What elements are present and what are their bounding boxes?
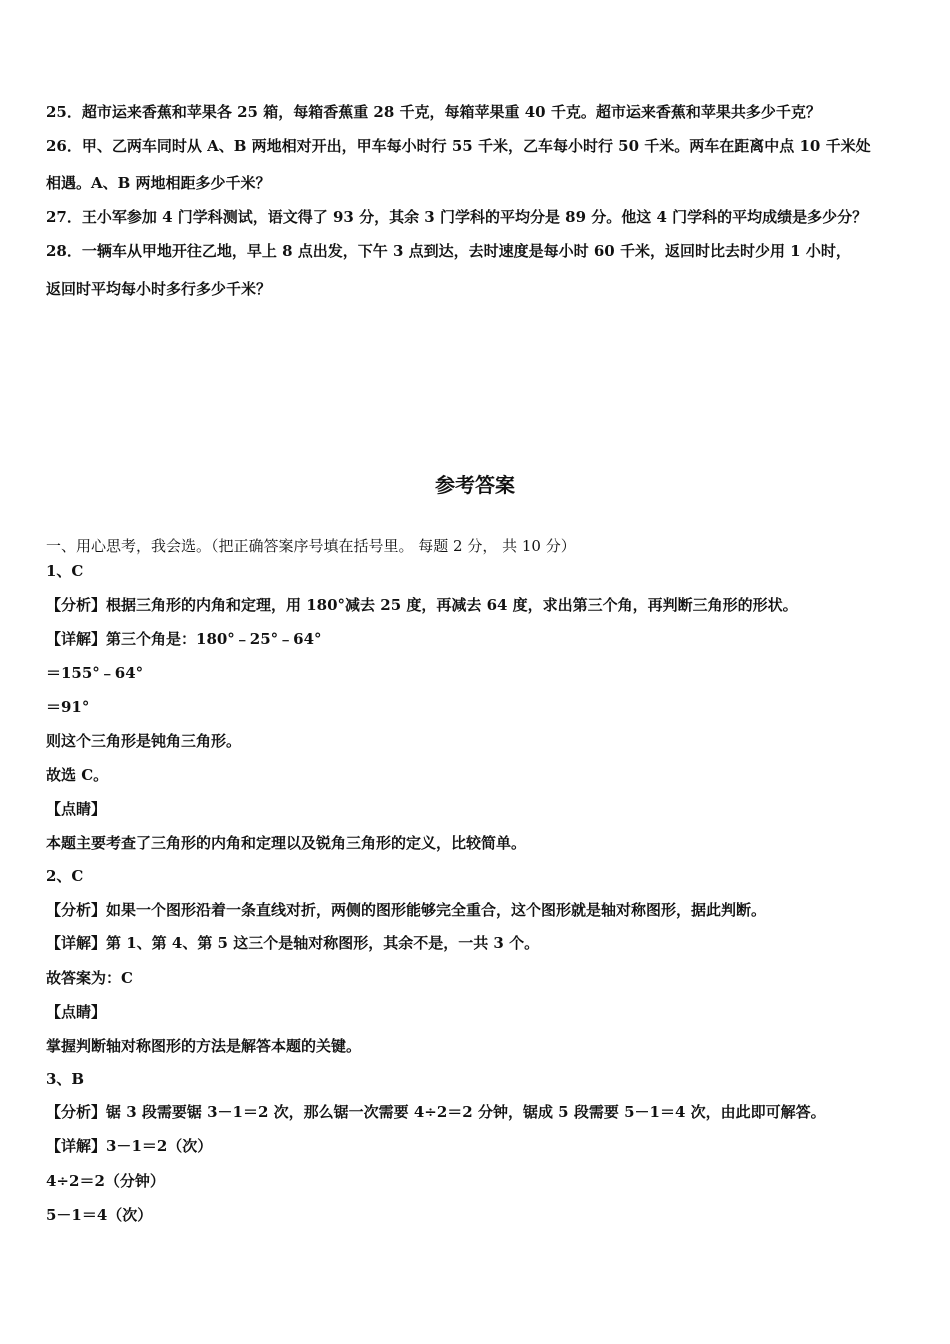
answer-3-label: 3、B [46, 1070, 85, 1088]
question-28-line2: 返回时平均每小时多行多少千米？ [46, 280, 272, 298]
answer-2-label: 2、C [46, 867, 84, 885]
question-26-line2: 相遇。A、B 两地相距多少千米？ [46, 174, 271, 192]
question-26-line1: 26．甲、乙两车同时从 A、B 两地相对开出，甲车每小时行 55 千米，乙车每小时行 50 千米。两车在距离中点 10 千米处 [46, 137, 871, 155]
answer-1-step: ＝155°﹣64° [46, 664, 144, 682]
answer-3-detail: 【详解】3－1＝2（次） [46, 1137, 213, 1155]
answers-title: 参考答案 [435, 473, 515, 497]
answer-1-conclusion: 则这个三角形是钝角三角形。 [46, 732, 242, 750]
answer-1-label: 1、C [46, 562, 84, 580]
question-27: 27．王小军参加 4 门学科测试，语文得了 93 分，其余 3 门学科的平均分是 89 分。他这 4 门学科的平均成绩是多少分？ [46, 208, 868, 226]
answer-1-analysis: 【分析】根据三角形的内角和定理，用 180°减去 25 度，再减去 64 度，求出第三个角，再判断三角形的形状。 [46, 596, 798, 614]
answer-3-step: 5－1＝4（次） [46, 1206, 153, 1224]
answer-1-comment-label: 【点睛】 [46, 800, 107, 818]
answer-2-comment: 掌握判断轴对称图形的方法是解答本题的关键。 [46, 1037, 362, 1055]
question-28-line1: 28．一辆车从甲地开往乙地，早上 8 点出发，下午 3 点到达，去时速度是每小时 60 千米，返回时比去时少用 1 小时， [46, 242, 851, 260]
question-25: 25．超市运来香蕉和苹果各 25 箱，每箱香蕉重 28 千克，每箱苹果重 40 千克。超市运来香蕉和苹果共多少千克？ [46, 103, 821, 121]
answer-2-detail: 【详解】第 1、第 4、第 5 这三个是轴对称图形，其余不是，一共 3 个。 [46, 934, 540, 952]
answer-1-choice: 故选 C。 [46, 766, 109, 784]
answer-3-step: 4÷2＝2（分钟） [46, 1172, 165, 1190]
answer-2-choice: 故答案为：C [46, 969, 133, 987]
section-heading: 一、用心思考，我会选。（把正确答案序号填在括号里。 每题 2 分， 共 10 分） [46, 537, 576, 555]
answer-2-analysis: 【分析】如果一个图形沿着一条直线对折，两侧的图形能够完全重合，这个图形就是轴对称图形，据此判断。 [46, 901, 767, 919]
answer-1-step: ＝91° [46, 698, 90, 716]
answer-1-comment: 本题主要考查了三角形的内角和定理以及锐角三角形的定义，比较简单。 [46, 834, 527, 852]
answer-3-analysis: 【分析】锯 3 段需要锯 3－1＝2 次，那么锯一次需要 4÷2＝2 分钟，锯成 5 段需要 5－1＝4 次，由此即可解答。 [46, 1103, 826, 1121]
answer-1-detail: 【详解】第三个角是：180°﹣25°﹣64° [46, 630, 322, 648]
answer-2-comment-label: 【点睛】 [46, 1003, 107, 1021]
